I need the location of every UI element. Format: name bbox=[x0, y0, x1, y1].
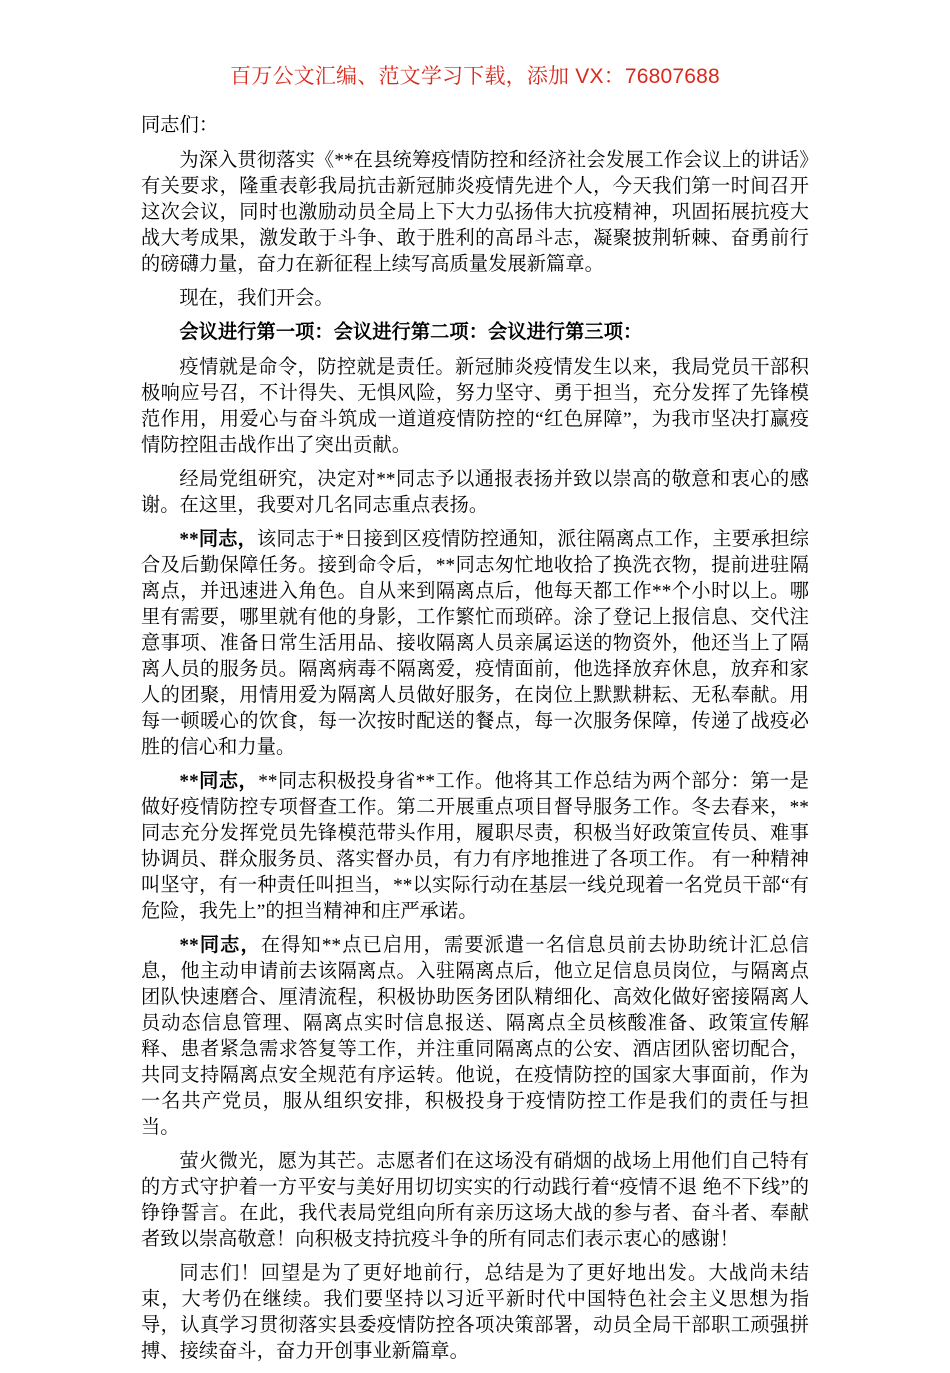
paragraph-volunteers: 萤火微光，愿为其芒。志愿者们在这场没有硝烟的战场上用他们自己特有的方式守护着一方平安与美好用切切实实的行动践行着“疫情不退 绝不下线”的铮铮誓言。在此，我代表局党组向所有亲历这场大战的参与者、奋斗者、奉献者致以崇高敬意！向积极支持抗疫斗争的所有同志们表示衷心的感谢！ bbox=[141, 1151, 809, 1250]
comrade-1-lead: **同志， bbox=[179, 529, 257, 550]
paragraph-opening: 为深入贯彻落实《**在县统筹疫情防控和经济社会发展工作会议上的讲话》有关要求，隆重表彰我局抗击新冠肺炎疫情先进个人，今天我们第一时间召开这次会议，同时也激励动员全局上下大力弘扬伟大抗疫精神，巩固拓展抗疫大战大考成果，激发敢于斗争、敢于胜利的高昂斗志，凝聚披荆斩棘、奋勇前行的磅礴力量，奋力在新征程上续写高质量发展新篇章。 bbox=[141, 150, 809, 275]
salutation: 同志们： bbox=[141, 115, 219, 136]
comrade-2-text: **同志积极投身省**工作。他将其工作总结为两个部分：第一是做好疫情防控专项督查工作。第二开展重点项目督导服务工作。冬去春来，**同志充分发挥党员先锋模范带头作用，履职尽责，积极当好政策宣传员、难事协调员、群众服务员、落实督办员，有力有序地推进了各项工作。 有一种精神叫坚守，有一种责任叫担当，**以实际行动在基层一线兑现着一名党员干部“有危险，我先上”的担当精神和庄严承诺。 bbox=[141, 771, 809, 922]
paragraph-comrade-1 bbox=[141, 527, 809, 761]
promo-header-text: 百万公文汇编、范文学习下载，添加 VX：76807688 bbox=[230, 65, 720, 88]
comrade-3-lead: **同志， bbox=[179, 935, 261, 956]
paragraph-comrade-3 bbox=[141, 933, 809, 1141]
comrade-1-text: 该同志于*日接到区疫情防控通知，派往隔离点工作，主要承担综合及后勤保障任务。接到命令后，**同志匆忙地收拾了换洗衣物，提前进驻隔离点，并迅速进入角色。自从来到隔离点后，他每天都工作**个小时以上。哪里有需要，哪里就有他的身影，工作繁忙而琐碎。涂了登记上报信息、交代注意事项、准备日常生活用品、接收隔离人员亲属运送的物资外，他还当上了隔离人员的服务员。隔离病毒不隔离爱，疫情面前，他选择放弃休息，放弃和家人的团聚，用情用爱为隔离人员做好服务，在岗位上默默耕耘、无私奉献。用每一顿暖心的饮食，每一次按时配送的餐点，每一次服务保障，传递了战疫必胜的信心和力量。 bbox=[141, 529, 809, 758]
paragraph-now-meeting: 现在，我们开会。 bbox=[179, 288, 334, 309]
paragraph-closing: 同志们！回望是为了更好地前行，总结是为了更好地出发。大战尚未结束，大考仍在继续。我们要坚持以习近平新时代中国特色社会主义思想为指导，认真学习贯彻落实县委疫情防控各项决策部署，动员全局干部职工顽强拼搏、接续奋斗，奋力开创事业新篇章。 bbox=[141, 1263, 809, 1362]
comrade-3-text: 在得知**点已启用，需要派遣一名信息员前去协助统计汇总信息，他主动申请前去该隔离点。入驻隔离点后，他立足信息员岗位，与隔离点团队快速磨合、厘清流程，积极协助医务团队精细化、高效化做好密接隔离人员动态信息管理、隔离点实时信息报送、隔离点全员核酸准备、政策宣传解释、患者紧急需求答复等工作，并注重同隔离点的公安、酒店团队密切配合，共同支持隔离点安全规范有序运转。他说，在疫情防控的国家大事面前，作为一名共产党员，服从组织安排，积极投身于疫情防控工作是我们的责任与担当。 bbox=[141, 935, 809, 1138]
comrade-2-lead: **同志， bbox=[179, 771, 259, 792]
paragraph-comrade-2 bbox=[141, 769, 809, 925]
paragraph-epidemic-order: 疫情就是命令，防控就是责任。新冠肺炎疫情发生以来，我局党员干部积极响应号召，不计得失、无惧风险，努力坚守、勇于担当，充分发挥了先锋模范作用，用爱心与奋斗筑成一道道疫情防控的“红色屏障”，为我市坚决打赢疫情防控阻击战作出了突出贡献。 bbox=[141, 357, 809, 456]
paragraph-party-decision: 经局党组研究，决定对**同志予以通报表扬并致以崇高的敬意和衷心的感谢。在这里，我要对几名同志重点表扬。 bbox=[141, 469, 809, 516]
document-body bbox=[141, 113, 809, 1373]
agenda-heading: 会议进行第一项：会议进行第二项：会议进行第三项： bbox=[179, 322, 643, 343]
